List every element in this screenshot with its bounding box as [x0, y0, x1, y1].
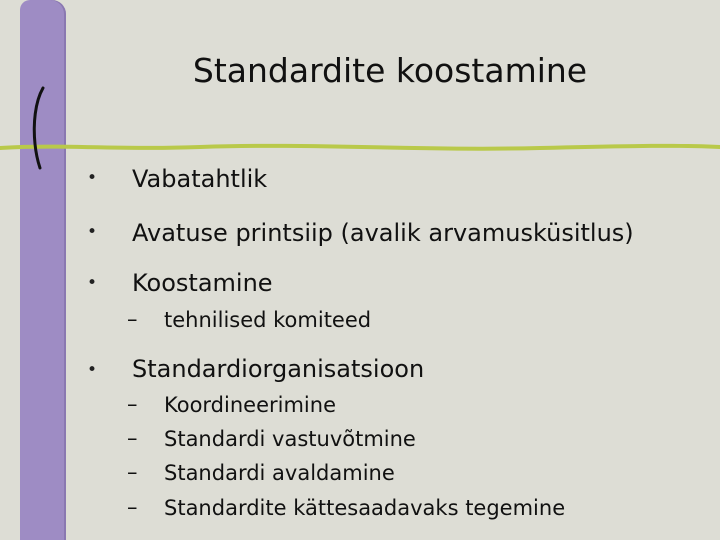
- sub-bullet-text: tehnilised komiteed: [164, 308, 372, 332]
- sub-bullet-dash: –: [127, 307, 138, 331]
- sub-bullet-dash: –: [127, 426, 138, 450]
- bullet-marker: •: [87, 273, 98, 293]
- bullet-item: [132, 164, 267, 194]
- sub-bullet-text: Standardi avaldamine: [164, 461, 395, 485]
- bullet-item: [132, 218, 634, 248]
- sub-bullet-dash: –: [127, 460, 138, 484]
- slide-title: Standardite koostamine: [192, 51, 588, 90]
- bullet-marker: •: [87, 360, 98, 380]
- sub-bullet-text: Standardi vastuvõtmine: [164, 427, 416, 451]
- bullet-item: [132, 354, 424, 384]
- bullet-text: Standardiorganisatsioon: [132, 355, 425, 383]
- bullet-text: Koostamine: [132, 269, 273, 297]
- bullet-marker: •: [87, 168, 98, 188]
- sub-bullet-text: Standardite kättesaadavaks tegemine: [164, 496, 566, 520]
- bullet-suffix-text: (avalik arvamusküsitlus): [332, 219, 634, 247]
- bullet-item: [132, 268, 273, 298]
- sub-bullet-dash: –: [127, 392, 138, 416]
- sub-bullet-dash: –: [127, 495, 138, 519]
- bullet-text: Vabatahtlik: [132, 165, 268, 193]
- sub-bullet-text: Koordineerimine: [164, 393, 336, 417]
- bullet-text: Avatuse printsiip: [132, 219, 333, 247]
- bullet-marker: •: [87, 222, 98, 242]
